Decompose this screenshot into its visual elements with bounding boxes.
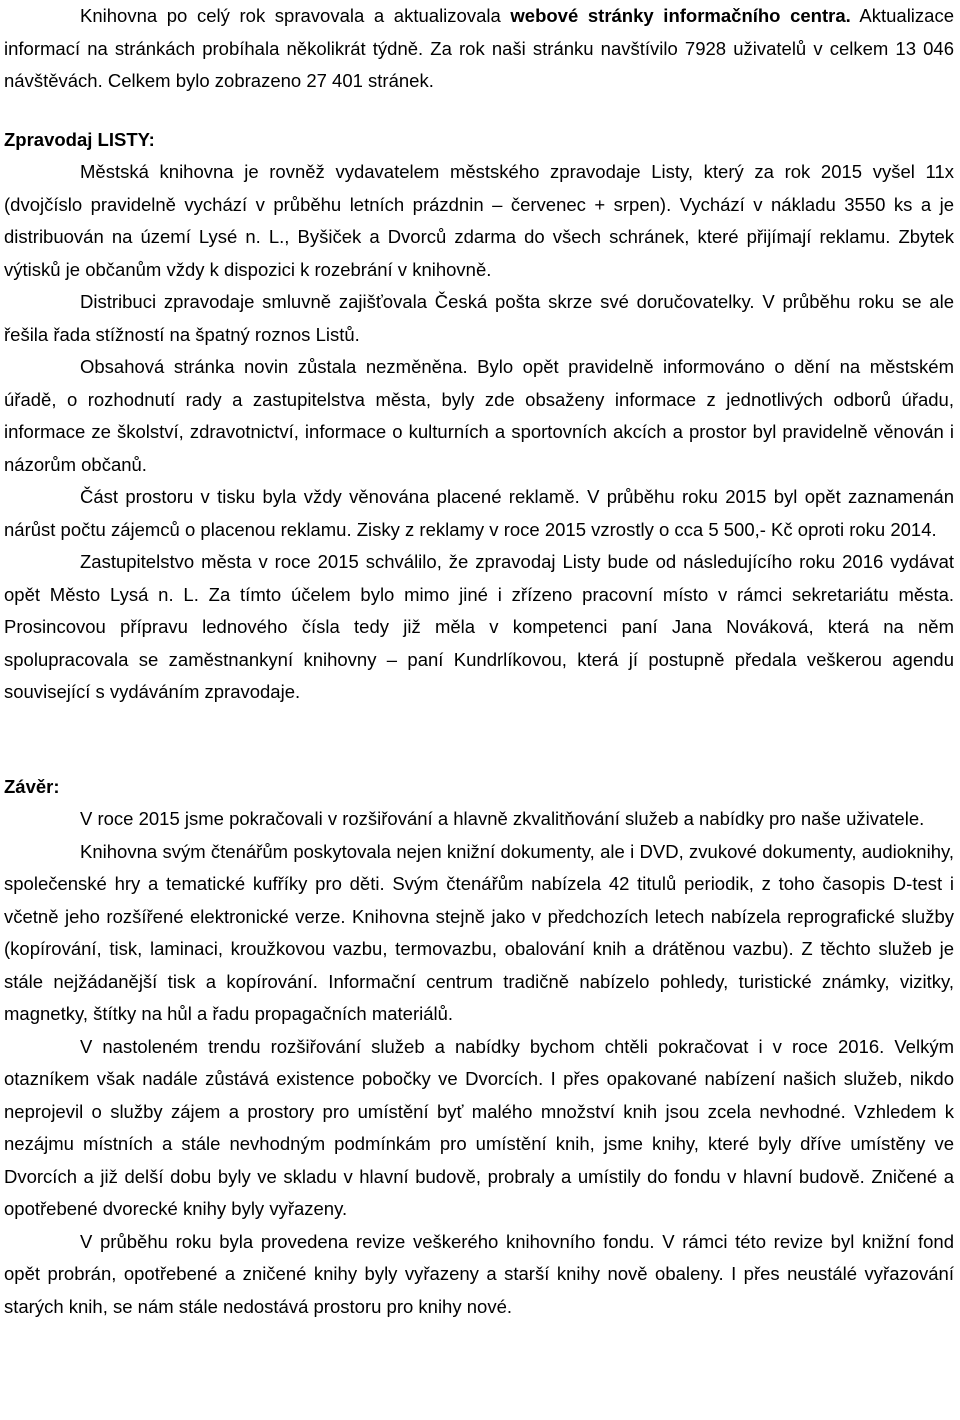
website-text-end: Aktualizace informací na stránkách probíhala několikrát týdně. Za rok naši stránku navštívilo 7928 uživatelů v celkem 13 046 návštěvách. Celkem bylo zobrazeno 27 401 stránek.: [4, 5, 954, 91]
website-text-start: Knihovna po celý rok spravovala a aktualizovala: [80, 5, 511, 26]
spacer: [4, 98, 954, 124]
conclusion-paragraph: V nastoleném trendu rozšiřování služeb a nabídky bychom chtěli pokračovat i v roce 2016. Velkým otazníkem však nadále zůstává existence pobočky ve Dvorcích. I přes opakované nabízení našich služeb, nikdo neprojevil o služby zájem a prostory pro umístění byť malého množství knih jsou zcela nevhodné. Vzhledem k nezájmu místních a stále nevhodným podmínkám pro umístění knih, jsme knihy, které byly dříve umístěny ve Dvorcích a již delší dobu byly ve skladu v hlavní budově, probraly a umístily do fondu v hlavní budově. Zničené a opotřebené dvorecké knihy byly vyřazeny.: [4, 1035, 954, 1219]
conclusion-paragraph: V roce 2015 jsme pokračovali v rozšiřování a hlavně zkvalitňování služeb a nabídky pro naše uživatele.: [80, 808, 925, 829]
spacer: [4, 709, 954, 771]
conclusion-paragraph: Knihovna svým čtenářům poskytovala nejen knižní dokumenty, ale i DVD, zvukové dokumenty, audioknihy, společenské hry a tematické kufříky pro děti. Svým čtenářům nabízela 42 titulů periodik, z toho časopis D-test i včetně jeho rozšířené elektronické verze. Knihovna stejně jako v předchozích letech nabízela reprografické služby (kopírování, tisk, laminaci, kroužkovou vazbu, termovazbu, obalování knih a drátěnou vazbu). Z těchto služeb je stále nejžádanější tisk a kopírování. Informační centrum tradičně nabízelo pohledy, turistické známky, vizitky, magnetky, štítky na hůl a řadu propagačních materiálů.: [4, 840, 954, 1024]
newsletter-paragraph: Městská knihovna je rovněž vydavatelem městského zpravodaje Listy, který za rok 2015 vyšel 11x (dvojčíslo pravidelně vychází v průběhu letních prázdnin – červenec + srpen). Vychází v nákladu 3550 ks a je distribuován na území Lysé n. L., Byšiček a Dvorců zdarma do všech schránek, které přijímají reklamu. Zbytek výtisků je občanům vždy k dispozici k rozebrání v knihovně.: [4, 161, 954, 280]
conclusion-paragraph: V průběhu roku byla provedena revize veškerého knihovního fondu. V rámci této revize byl knižní fond opět probrán, opotřebené a zničené knihy byly vyřazeny a starší knihy nově obaleny. I přes neustálé vyřazování starých knih, se nám stále nedostává prostoru pro knihy nové.: [4, 1230, 954, 1317]
newsletter-heading: Zpravodaj LISTY:: [4, 128, 155, 150]
newsletter-paragraph: Zastupitelstvo města v roce 2015 schválilo, že zpravodaj Listy bude od následujícího roku 2016 vydávat opět Město Lysá n. L. Za tímto účelem bylo mimo jiné i zřízeno pracovní místo v rámci sekretariátu města. Prosincovou přípravu lednového čísla tedy již měla v kompetenci paní Jana Nováková, která na něm spolupracovala se zaměstnankyní knihovny – paní Kundrlíkovou, která jí postupně předala veškerou agendu související s vydáváním zpravodaje.: [4, 551, 954, 702]
website-bold-phrase: webové stránky informačního centra.: [510, 5, 851, 26]
newsletter-paragraph: Obsahová stránka novin zůstala nezměněna. Bylo opět pravidelně informováno o dění na městském úřadě, o rozhodnutí rady a zastupitelstva města, byly zde obsaženy informace z jednotlivých odborů úřadu, informace ze školství, zdravotnictví, informace o kulturních a sportovních akcích a prostor byl pravidelně věnován i názorům občanů.: [4, 356, 954, 475]
website-paragraph: [4, 0, 954, 98]
newsletter-paragraph: Distribuci zpravodaje smluvně zajišťovala Česká pošta skrze své doručovatelky. V průběhu roku se ale řešila řada stížností na špatný roznos Listů.: [4, 291, 954, 345]
conclusion-heading: Závěr:: [4, 775, 60, 797]
newsletter-paragraph: Část prostoru v tisku byla vždy věnována placené reklamě. V průběhu roku 2015 byl opět zaznamenán nárůst počtu zájemců o placenou reklamu. Zisky z reklamy v roce 2015 vzrostly o cca 5 500,- Kč oproti roku 2014.: [4, 486, 954, 540]
